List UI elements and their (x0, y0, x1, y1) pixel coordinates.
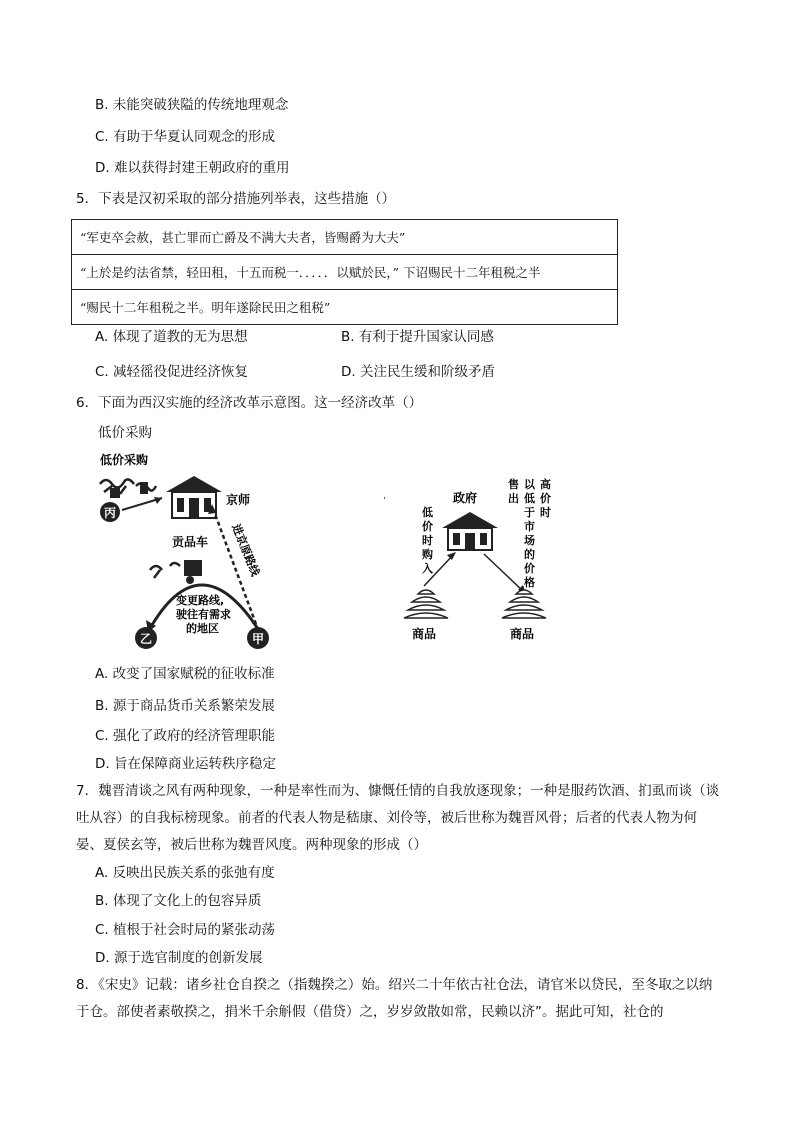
goods-pile-right-icon (502, 590, 546, 618)
government-building-icon (442, 512, 498, 550)
q7-option-a: A. 反映出民族关系的张弛有度 (95, 865, 275, 881)
q6-option-d: D. 旨在保障商业运转秩序稳定 (95, 756, 276, 772)
svg-text:低: 低 (422, 506, 433, 519)
svg-text:低: 低 (524, 492, 535, 505)
q5-option-d: D. 关注民生缓和阶级矛盾 (341, 364, 495, 380)
merchant-figures-icon (100, 479, 156, 498)
q6-right-diagram (384, 478, 584, 648)
q4-option-b: B. 未能突破狭隘的传统地理观念 (95, 97, 289, 113)
sell-text (508, 478, 551, 589)
change-line-2: 驶往有需求 (176, 608, 231, 621)
gov-label: 政府 (453, 491, 478, 505)
svg-text:购: 购 (422, 548, 433, 561)
q4-option-d: D. 难以获得封建王朝政府的重用 (95, 160, 290, 176)
q6-option-a: A. 改变了国家赋税的征收标准 (95, 666, 275, 682)
q5-option-b: B. 有利于提升国家认同感 (341, 329, 494, 345)
table-cell: “上於是约法省禁，轻田租，十五而税一．．．．．以赋於民，” 下诏赐民十二年租税之半 (72, 255, 618, 290)
q7-stem: 7．魏晋清谈之风有两种现象，一种是率性而为、慷慨任情的自我放逐现象；一种是服药饮酒、扪虱而谈（谈吐从容）的自我标榜现象。前者的代表人物是嵇康、刘伶等，被后世称为魏晋风骨；后者的代表人物为何晏、夏侯玄等，被后世称为魏晋风度。两种现象的形成（） (76, 783, 720, 853)
svg-text:的: 的 (524, 548, 535, 561)
table-row (72, 220, 618, 255)
svg-text:于: 于 (524, 506, 535, 519)
q5-table (71, 219, 618, 325)
arrow-sell (484, 554, 524, 592)
svg-text:市: 市 (524, 520, 535, 533)
yi-label: 乙 (140, 632, 153, 646)
goods-pile-left-icon (404, 590, 448, 618)
svg-text:出: 出 (508, 492, 519, 505)
svg-text:价: 价 (540, 492, 551, 505)
q5-option-c: C. 减轻徭役促进经济恢复 (95, 364, 249, 380)
cart-label: 贡品车 (172, 535, 209, 549)
q7-option-d: D. 源于选官制度的创新发展 (95, 950, 263, 966)
q7-option-c: C. 植根于社会时局的紧张动荡 (95, 922, 276, 938)
svg-text:售: 售 (508, 478, 519, 491)
change-line-1: 变更路线, (176, 594, 225, 607)
change-line-3: 的地区 (186, 622, 219, 635)
q7-option-b: B. 体现了文化上的包容异质 (95, 893, 262, 909)
svg-text:价: 价 (422, 520, 433, 533)
cart-icon (150, 560, 202, 584)
svg-text:进京原路线: 进京原路线 (229, 522, 262, 579)
svg-text:场: 场 (524, 534, 535, 547)
q5-stem: 5．下表是汉初采取的部分措施列举表，这些措施（） (76, 191, 396, 207)
q4-option-c: C. 有助于华夏认同观念的形成 (95, 129, 276, 145)
q6-left-diagram (90, 448, 290, 653)
table-cell: “军吏卒会赦，甚亡罪而亡爵及不满大夫者，皆赐爵为大夫” (72, 220, 618, 255)
jia-label: 甲 (252, 632, 265, 646)
bing-label: 丙 (104, 506, 117, 520)
q8-stem: 8．《宋史》记载：诸乡社仓自揆之（指魏揆之）始。绍兴二十年依古社仓法，请官米以贷民，至冬取之以纳于仓。部使者素敬揆之，捐米千余斛假（借贷）之，岁岁敛散如常，民赖以济”。据此可知，社仓的 (76, 977, 713, 1020)
table-row (72, 290, 618, 325)
q5-option-a: A. 体现了道教的无为思想 (95, 329, 248, 345)
q6-option-b: B. 源于商品货币关系繁荣发展 (95, 698, 275, 714)
svg-text:入: 入 (422, 562, 433, 575)
capital-label: 京师 (226, 493, 251, 507)
original-route-label (229, 521, 263, 579)
svg-text:格: 格 (524, 576, 535, 589)
table-row (72, 255, 618, 290)
goods-left-label: 商品 (412, 627, 437, 641)
buy-text (422, 505, 433, 575)
svg-text:时: 时 (422, 534, 433, 547)
svg-text:价: 价 (524, 562, 535, 575)
diagram-label-low-price: 低价采购 (100, 453, 149, 467)
svg-text:以: 以 (524, 478, 535, 491)
svg-text:时: 时 (540, 506, 551, 519)
table-cell: “赐民十二年租税之半。明年遂除民田之租税” (72, 290, 618, 325)
svg-text:高: 高 (540, 478, 551, 491)
q6-option-c: C. 强化了政府的经济管理职能 (95, 728, 276, 744)
q6-stem: 6．下面为西汉实施的经济改革示意图。这一经济改革（） (76, 395, 423, 411)
q6-caption: 低价采购 (98, 425, 152, 441)
goods-right-label: 商品 (510, 627, 535, 641)
